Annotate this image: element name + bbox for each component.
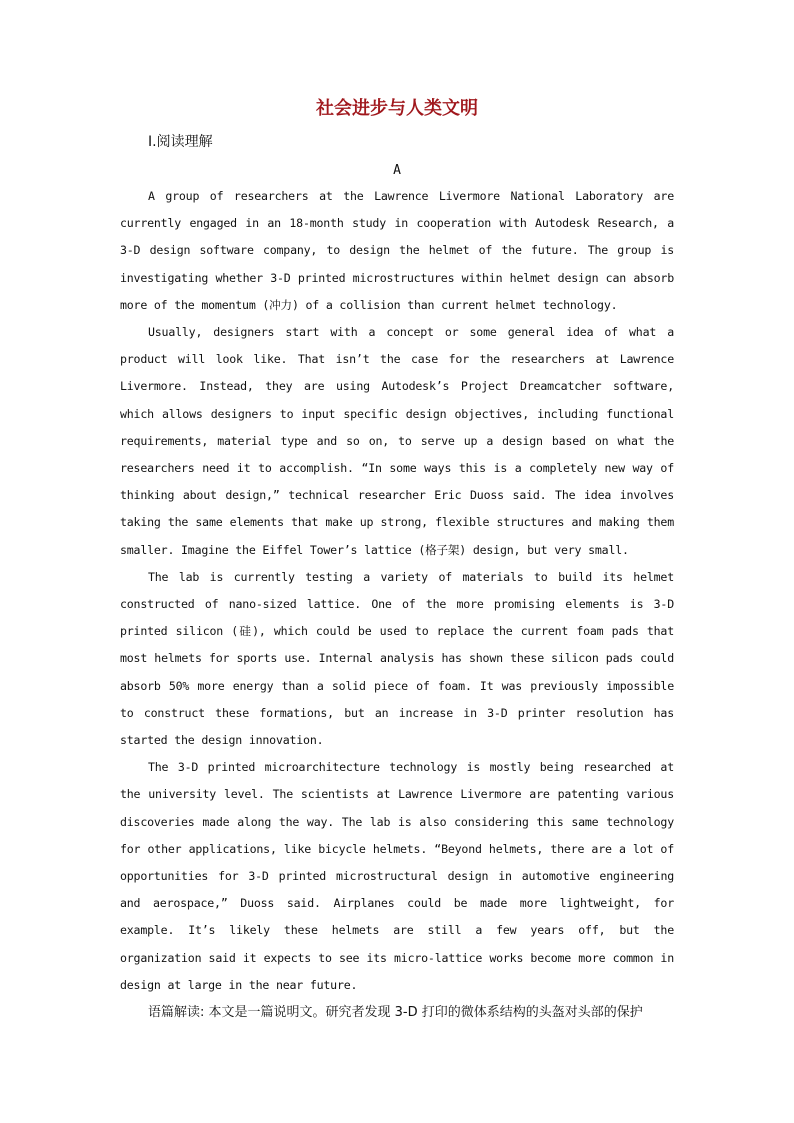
document-title: 社会进步与人类文明 — [316, 98, 478, 119]
passage-label: A — [393, 163, 401, 178]
paragraph-1: A group of researchers at the Lawrence Livermore National Laboratory are currently engaged in an 18-month study in cooperation with Autodesk Research, a 3-D design software company, to design the helmet of the future. The group is investigating whether 3-D printed microstructures within helmet design can absorb more of the momentum (冲力) of a collision than current helmet technology. — [120, 189, 674, 312]
paragraph-2: Usually, designers start with a concept or some general idea of what a product will look like. That isn’t the case for the researchers at Lawrence Livermore. Instead, they are using Autodesk’s Project Dreamcatcher software, which allows designers to input specific design objectives, including functional requirements, material type and so on, to serve up a design based on what the researchers need it to accomplish. “In some ways this is a completely new way of thinking about design,” technical researcher Eric Duoss said. The idea involves taking the same elements that make up strong, flexible structures and making them smaller. Imagine the Eiffel Tower’s lattice (格子架) design, but very small. — [120, 325, 674, 557]
paragraph-4: The 3-D printed microarchitecture technology is mostly being researched at the university level. The scientists at Lawrence Livermore are patenting various discoveries made along the way. The lab is also considering this same technology for other applications, like bicycle helmets. “Beyond helmets, there are a lot of opportunities for 3-D printed microstructural design in automotive engineering and aerospace,” Duoss said. Airplanes could be made more lightweight, for example. It’s likely these helmets are still a few years off, but the organization said it expects to see its micro-lattice works become more common in design at large in the near future. — [120, 760, 674, 992]
passage-body — [120, 183, 674, 1026]
section-label: Ⅰ.阅读理解 — [148, 134, 213, 150]
paragraph-3: The lab is currently testing a variety of materials to build its helmet constructed of nano-sized lattice. One of the more promising elements is 3-D printed silicon (硅), which could be used to replace the current foam pads that most helmets for sports use. Internal analysis has shown these silicon pads could absorb 50% more energy than a solid piece of foam. It was previously impossible to construct these formations, but an increase in 3-D printer resolution has started the design innovation. — [120, 569, 674, 748]
passage-summary: 语篇解读: 本文是一篇说明文。研究者发现 3-D 打印的微体系结构的头盔对头部的保护 — [148, 1005, 643, 1021]
